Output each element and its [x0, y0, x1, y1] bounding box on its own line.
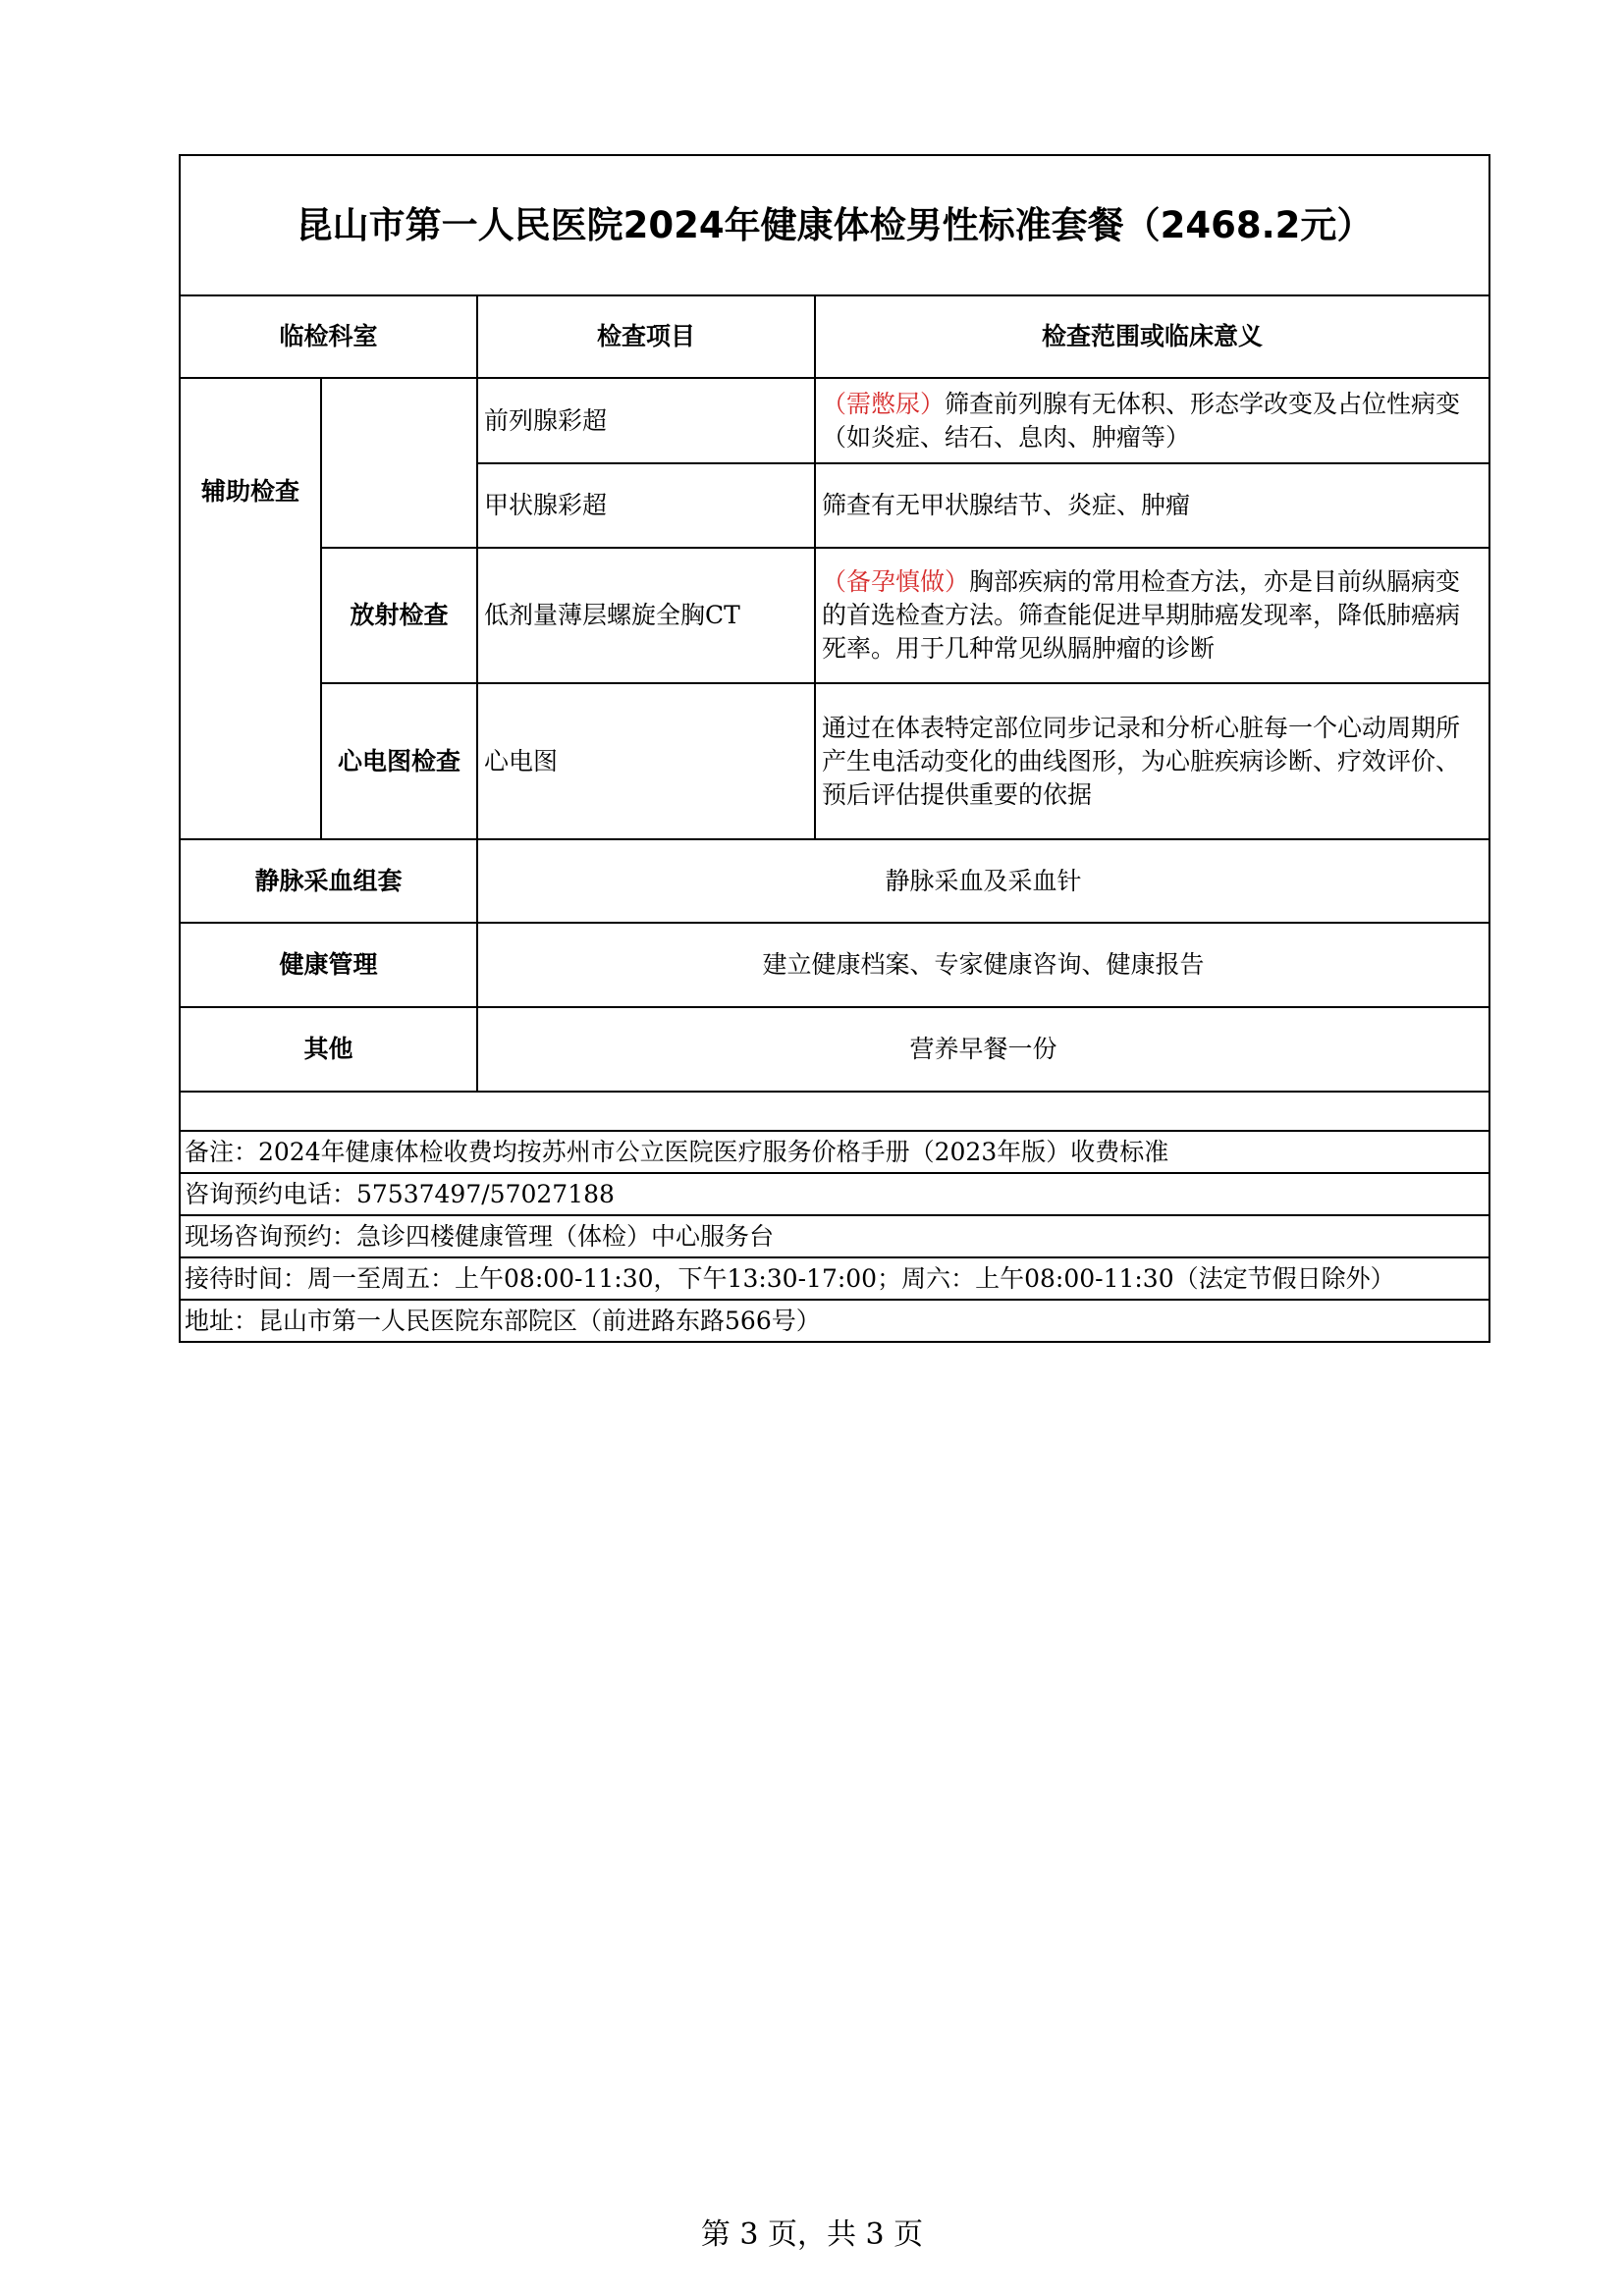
dept-blood-draw: 静脉采血组套: [180, 839, 477, 923]
note-phone: 咨询预约电话：57537497/57027188: [180, 1173, 1489, 1215]
note-hours: 接待时间：周一至周五：上午08:00-11:30，下午13:30-17:00；周六：上午08:00-11:30（法定节假日除外）: [180, 1257, 1489, 1300]
item-chest-ct: 低剂量薄层螺旋全胸CT: [477, 548, 815, 683]
desc-ecg: 通过在体表特定部位同步记录和分析心脏每一个心动周期所产生电活动变化的曲线图形，为心脏疾病诊断、疗效评价、预后评估提供重要的依据: [815, 683, 1489, 839]
blank-row: [180, 1092, 1489, 1131]
table-row: [180, 923, 1489, 1007]
note-row: [180, 1300, 1489, 1342]
desc-chest-ct: （备孕慎做）胸部疾病的常用检查方法，亦是目前纵膈病变的首选检查方法。筛查能促进早期肺癌发现率，降低肺癌病死率。用于几种常见纵膈肿瘤的诊断: [815, 548, 1489, 683]
header-item: 检查项目: [477, 295, 815, 378]
table-row: [180, 378, 1489, 463]
content-blood-draw: 静脉采血及采血针: [477, 839, 1489, 923]
note-row: [180, 1257, 1489, 1300]
note-row: [180, 1215, 1489, 1257]
note-row: [180, 1173, 1489, 1215]
warning-tag: （备孕慎做）: [822, 567, 970, 596]
header-meaning: 检查范围或临床意义: [815, 295, 1489, 378]
item-ecg: 心电图: [477, 683, 815, 839]
note-address: 地址：昆山市第一人民医院东部院区（前进路东路566号）: [180, 1300, 1489, 1342]
category-aux-exam: 辅助检查: [180, 378, 321, 839]
table-header-row: [180, 295, 1489, 378]
table-row: [180, 1007, 1489, 1092]
item-prostate-ultrasound: 前列腺彩超: [477, 378, 815, 463]
item-thyroid-ultrasound: 甲状腺彩超: [477, 463, 815, 548]
page-title: 昆山市第一人民医院2024年健康体检男性标准套餐（2468.2元）: [180, 155, 1489, 295]
empty-subcategory: [321, 378, 477, 548]
warning-tag: （需憋尿）: [822, 389, 946, 418]
dept-other: 其他: [180, 1007, 477, 1092]
page-number: 第 3 页，共 3 页: [700, 2217, 924, 2252]
desc-thyroid-ultrasound: 筛查有无甲状腺结节、炎症、肿瘤: [815, 463, 1489, 548]
table-row: [180, 839, 1489, 923]
note-onsite: 现场咨询预约：急诊四楼健康管理（体检）中心服务台: [180, 1215, 1489, 1257]
subcategory-radiology: 放射检查: [321, 548, 477, 683]
header-department: 临检科室: [180, 295, 477, 378]
note-remark: 备注：2024年健康体检收费均按苏州市公立医院医疗服务价格手册（2023年版）收费标准: [180, 1131, 1489, 1173]
content-health-management: 建立健康档案、专家健康咨询、健康报告: [477, 923, 1489, 1007]
table-row: [180, 548, 1489, 683]
dept-health-management: 健康管理: [180, 923, 477, 1007]
subcategory-ecg: 心电图检查: [321, 683, 477, 839]
content-other: 营养早餐一份: [477, 1007, 1489, 1092]
desc-prostate-ultrasound: （需憋尿）筛查前列腺有无体积、形态学改变及占位性病变（如炎症、结石、息肉、肿瘤等）: [815, 378, 1489, 463]
package-table: [179, 154, 1490, 1343]
note-row: [180, 1131, 1489, 1173]
table-row: [180, 683, 1489, 839]
